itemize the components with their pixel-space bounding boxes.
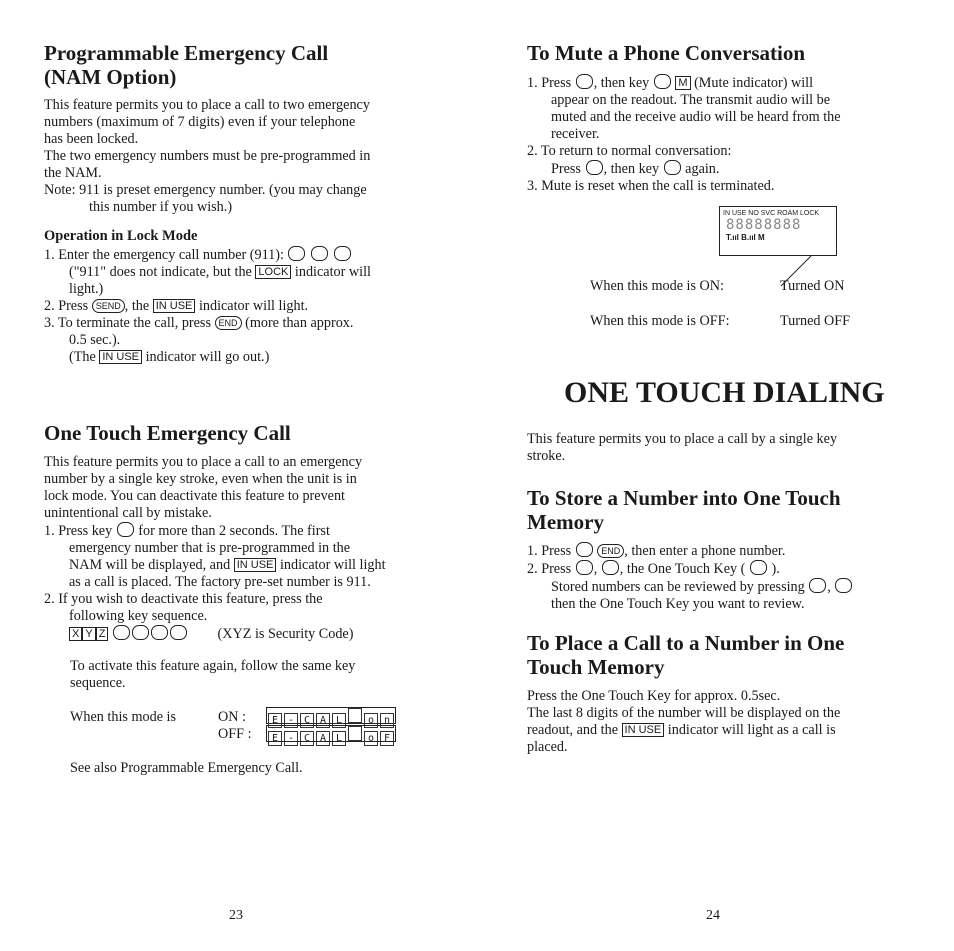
step-line	[44, 349, 434, 366]
text: NAM will be displayed, and	[69, 557, 231, 573]
on-text: When this mode is ON:	[590, 278, 724, 294]
step-line: light.)	[69, 281, 104, 297]
paragraph	[44, 454, 434, 643]
seg-digit: -	[284, 731, 298, 746]
memory-key-icon	[750, 560, 767, 575]
text-line: Press the One Touch Key for approx. 0.5sec.	[527, 688, 781, 704]
key-3-icon	[664, 160, 681, 175]
text: (The	[69, 349, 96, 365]
text: again.	[685, 161, 720, 177]
fnc-key-icon	[809, 578, 826, 593]
text: indicator will light as a call is	[667, 722, 836, 738]
key-sequence	[44, 625, 434, 643]
seg-digit: L	[332, 731, 346, 746]
text-line: has been locked.	[44, 131, 139, 147]
step-line	[44, 315, 434, 332]
step-line: 3. Mute is reset when the call is terminated.	[527, 178, 775, 194]
fnc-key-icon	[576, 560, 593, 575]
text: 1. Press	[527, 75, 572, 91]
text-line: lock mode. You can deactivate this feature to prevent	[44, 488, 345, 504]
step-line	[44, 264, 434, 281]
text-line	[527, 722, 917, 739]
section-title: (NAM Option)	[44, 65, 177, 89]
lock-steps	[44, 246, 434, 366]
text-line: placed.	[527, 739, 568, 755]
in-use-indicator-icon: IN USE	[99, 350, 142, 364]
end-key-icon: END	[215, 316, 242, 330]
step-line: 2. To return to normal conversation:	[527, 143, 732, 159]
text: 2. Press	[527, 561, 572, 577]
star-key-icon	[602, 560, 619, 575]
paragraph	[527, 431, 907, 465]
text: Stored numbers can be reviewed by pressing	[551, 579, 805, 595]
text: indicator will go out.)	[145, 349, 270, 365]
mode-label: When this mode is	[70, 709, 176, 725]
key-9-icon	[151, 625, 168, 640]
store-steps	[527, 542, 917, 613]
note-line: Note: 911 is preset emergency number. (you may change	[44, 182, 367, 198]
step-line: Stored numbers can be reviewed by pressing ,	[527, 578, 917, 596]
text: (more than approx.	[245, 315, 354, 331]
step-line	[527, 74, 907, 92]
fnc-key-icon	[576, 542, 593, 557]
step-line: 0.5 sec.).	[69, 332, 121, 348]
star-key-icon	[132, 625, 149, 640]
step-line: then the One Touch Key you want to review.	[551, 596, 805, 612]
fnc-key-icon	[113, 625, 130, 640]
step-line: following key sequence.	[69, 608, 208, 624]
text-line: This feature permits you to place a call to an emergency	[44, 454, 363, 470]
text: (Mute indicator) will	[694, 75, 814, 91]
text: , the One Touch Key (	[619, 561, 746, 577]
key-3-icon	[654, 74, 671, 89]
step-line: 2. Press , , the One Touch Key ( ).	[527, 561, 780, 577]
key-9-icon	[288, 246, 305, 261]
seg-digit: -	[284, 713, 298, 728]
text-line: sequence.	[70, 675, 126, 691]
lcd-signal: T.ııl B.ııl M	[726, 233, 765, 242]
off-value: Turned OFF	[780, 313, 851, 329]
fnc-key-icon	[576, 74, 593, 89]
paragraph	[44, 97, 434, 216]
right-page	[477, 0, 954, 951]
on-label: ON :	[218, 709, 246, 725]
text: for more than 2 seconds. The first	[138, 523, 330, 539]
see-also: See also Programmable Emergency Call.	[70, 760, 303, 776]
seg-digit: E	[268, 713, 282, 728]
display-off-readout	[266, 725, 396, 742]
seg-digit: A	[316, 713, 330, 728]
in-use-indicator-icon: IN USE	[622, 723, 665, 737]
text: 1. Press	[527, 543, 572, 559]
section-title: Memory	[527, 510, 604, 534]
section-title: One Touch Emergency Call	[44, 421, 291, 445]
in-use-indicator-icon: IN USE	[153, 299, 196, 313]
seg-digit	[348, 708, 362, 723]
text-line: stroke.	[527, 448, 566, 464]
text: 3. To terminate the call, press	[44, 315, 211, 331]
page-number: 24	[706, 908, 720, 923]
step-line: emergency number that is pre-programmed in the	[69, 540, 351, 556]
text: 2. Press	[44, 298, 89, 314]
text: (XYZ is Security Code)	[217, 626, 354, 642]
in-use-indicator-icon: IN USE	[234, 558, 277, 572]
seg-digit: A	[316, 731, 330, 746]
step-line	[44, 557, 434, 574]
lock-indicator-icon: LOCK	[255, 265, 291, 279]
text-line: The two emergency numbers must be pre-programmed in	[44, 148, 371, 164]
text: , then key	[593, 75, 650, 91]
seg-digit: o	[364, 713, 378, 728]
step-line: muted and the receive audio will be heard from the	[551, 109, 841, 125]
text: ).	[771, 561, 780, 577]
key-1-icon	[170, 625, 187, 640]
paragraph	[527, 688, 917, 756]
section-title: Touch Memory	[527, 655, 665, 679]
text: indicator will	[294, 264, 371, 280]
lcd-digits: 88888888	[726, 217, 802, 233]
lcd-indicators: IN USE NO SVC ROAM LOCK	[723, 210, 820, 217]
step-line: 2. If you wish to deactivate this feature, press the	[44, 591, 323, 607]
section-title: To Store a Number into One Touch	[527, 486, 841, 510]
text-line: numbers (maximum of 7 digits) even if your telephone	[44, 114, 356, 130]
section-title: To Mute a Phone Conversation	[527, 41, 806, 65]
step-line: receiver.	[551, 126, 600, 142]
lcd-readout	[719, 206, 837, 256]
step-line: appear on the readout. The transmit audio will be	[551, 92, 831, 108]
code-digit-y: Y	[82, 627, 95, 641]
seg-digit: E	[268, 731, 282, 746]
on-value: Turned ON	[780, 278, 845, 294]
seg-digit: n	[380, 713, 394, 728]
text: readout, and the	[527, 722, 618, 738]
step-line: as a call is placed. The factory pre-set number is 911.	[69, 574, 371, 590]
text-line: The last 8 digits of the number will be displayed on the	[527, 705, 841, 721]
chapter-title: ONE TOUCH DIALING	[564, 376, 885, 409]
section-title: To Place a Call to a Number in One	[527, 631, 845, 655]
page-number: 23	[229, 908, 243, 923]
code-digit-z: Z	[96, 627, 109, 641]
text: indicator will light.	[198, 298, 309, 314]
text: 1. Press key	[44, 523, 113, 539]
seg-digit: o	[364, 731, 378, 746]
text: 1. Enter the emergency call number (911):	[44, 247, 284, 263]
step-line	[44, 246, 434, 264]
fnc-key-icon	[586, 160, 603, 175]
seg-digit: C	[300, 713, 314, 728]
code-digit-x: X	[69, 627, 82, 641]
text: ("911" does not indicate, but the	[69, 264, 252, 280]
key-1-icon	[117, 522, 134, 537]
subheading: Operation in Lock Mode	[44, 228, 198, 244]
seg-digit	[348, 726, 362, 741]
text-line: unintentional call by mistake.	[44, 505, 212, 521]
step-line	[44, 522, 434, 540]
text: Press	[551, 161, 581, 177]
hash-key-icon	[835, 578, 852, 593]
note-line: this number if you wish.)	[89, 199, 233, 215]
key-1-icon	[334, 246, 351, 261]
off-text: When this mode is OFF:	[590, 313, 730, 329]
seg-digit: C	[300, 731, 314, 746]
send-key-icon: SEND	[92, 299, 125, 313]
text: , then key	[603, 161, 660, 177]
display-on-readout	[266, 707, 396, 724]
end-key-icon: END	[597, 544, 624, 558]
text-line: This feature permits you to place a call by a single key	[527, 431, 838, 447]
step-line	[44, 298, 434, 315]
text-line: number by a single key stroke, even when the unit is in	[44, 471, 357, 487]
seg-digit: L	[332, 713, 346, 728]
seg-digit: F	[380, 731, 394, 746]
text: , then enter a phone number.	[624, 543, 786, 559]
off-label: OFF :	[218, 726, 252, 742]
text-line: To activate this feature again, follow the same key	[70, 658, 356, 674]
paragraph	[70, 658, 440, 692]
text-line: the NAM.	[44, 165, 102, 181]
step-line	[527, 160, 907, 178]
section-title: Programmable Emergency Call	[44, 41, 329, 65]
text-line: This feature permits you to place a call to two emergency	[44, 97, 370, 113]
step-line	[527, 542, 917, 560]
mute-steps	[527, 74, 907, 195]
key-1-icon	[311, 246, 328, 261]
text: indicator will light	[279, 557, 386, 573]
text: , the	[124, 298, 150, 314]
mute-indicator-icon: M	[675, 76, 690, 90]
